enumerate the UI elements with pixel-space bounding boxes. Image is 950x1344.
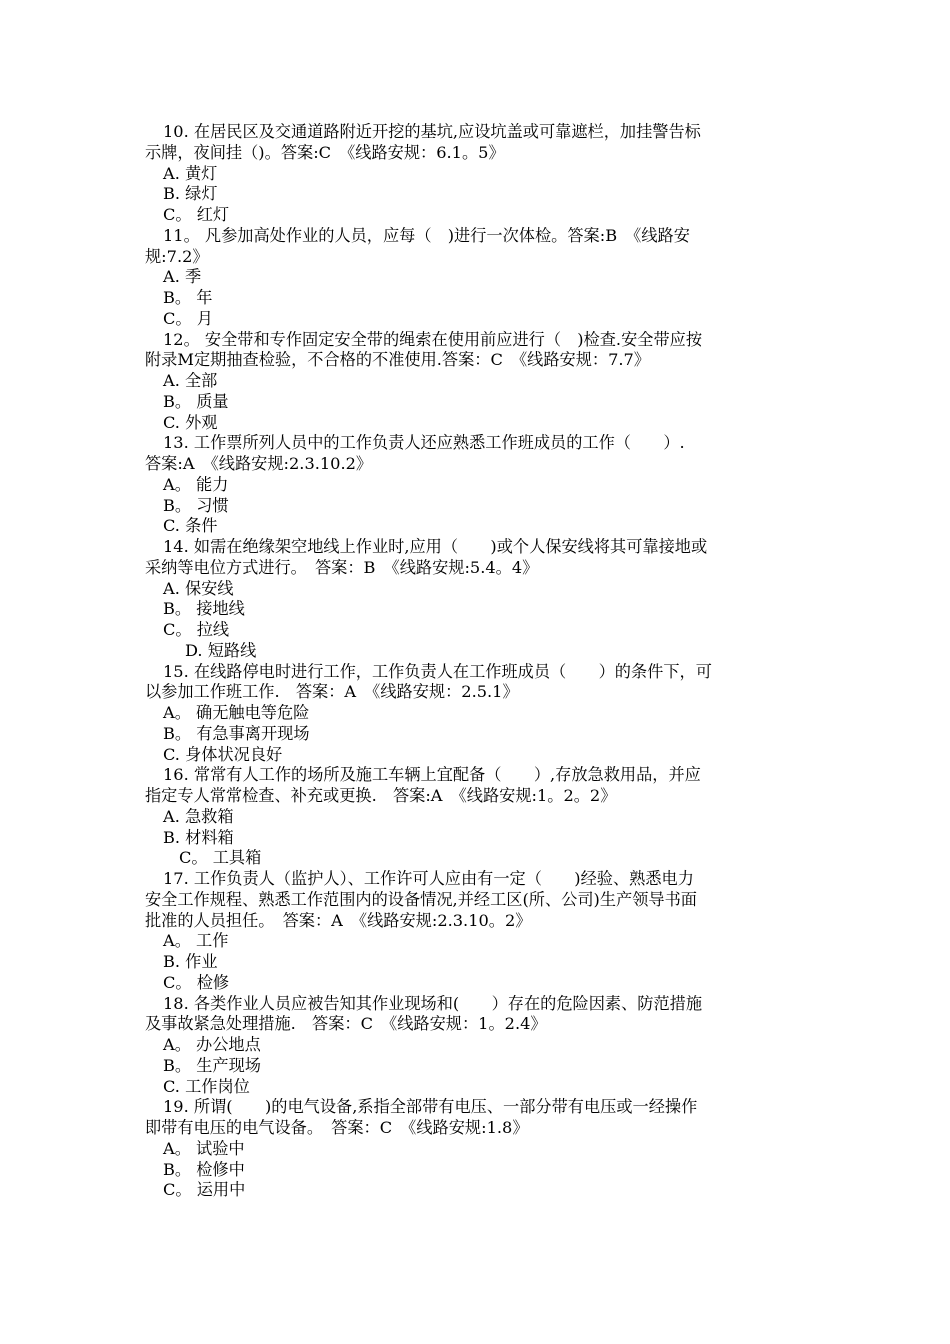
option: B. 绿灯 <box>163 184 218 204</box>
option: B。 生产现场 <box>163 1055 261 1075</box>
option: B。 质量 <box>163 391 229 411</box>
question-text: 10. 在居民区及交通道路附近开挖的基坑,应设坑盖或可靠遮栏，加挂警告标 <box>163 122 701 141</box>
option: B。 习惯 <box>163 495 229 515</box>
question-text: 14. 如需在绝缘架空地线上作业时,应用（ )或个人保安线将其可靠接地或 <box>163 537 708 556</box>
question-13 <box>145 433 810 537</box>
option: A。 工作 <box>163 931 229 951</box>
option: C。 红灯 <box>163 205 230 224</box>
option: B. 作业 <box>163 952 218 971</box>
option: C。 检修 <box>163 972 230 992</box>
question-text: 及事故紧急处理措施. 答案：C 《线路安规：1。2.4》 <box>145 1014 547 1034</box>
question-10 <box>145 122 810 226</box>
option: B。 检修中 <box>163 1159 245 1179</box>
option: B。 接地线 <box>163 599 245 619</box>
question-text: 以参加工作班工作. 答案：A 《线路安规：2.5.1》 <box>145 682 519 702</box>
question-text: 17. 工作负责人（监护人）、工作许可人应由有一定（ )经验、熟悉电力 <box>163 869 694 888</box>
question-15 <box>145 662 810 766</box>
question-text: 安全工作规程、熟悉工作范围内的设备情况,并经工区(所、公司)生产领导书面 <box>145 889 697 909</box>
option: A. 保安线 <box>163 578 234 598</box>
question-12 <box>145 330 810 434</box>
question-text: 批准的人员担任。 答案：A 《线路安规:2.3.10。2》 <box>145 910 532 930</box>
option: C. 工作岗位 <box>163 1076 250 1096</box>
question-16 <box>145 765 810 869</box>
option: B。 年 <box>163 288 213 307</box>
question-text: 即带有电压的电气设备。 答案：C 《线路安规:1.8》 <box>145 1118 529 1137</box>
question-18 <box>145 994 810 1098</box>
question-text: 采纳等电位方式进行。 答案：B 《线路安规:5.4。4》 <box>145 557 539 577</box>
question-17 <box>145 869 810 994</box>
option: B。 有急事离开现场 <box>163 723 310 743</box>
question-text: 19. 所谓( )的电气设备,系指全部带有电压、一部分带有电压或一经操作 <box>163 1097 698 1117</box>
option: A. 急救箱 <box>163 806 234 826</box>
option: A。 试验中 <box>163 1138 245 1158</box>
option: C。 工具箱 <box>179 848 262 868</box>
option: D. 短路线 <box>185 640 257 660</box>
question-text: 18. 各类作业人员应被告知其作业现场和( ）存在的危险因素、防范措施 <box>163 993 703 1013</box>
question-text: 16. 常常有人工作的场所及施工车辆上宜配备（ ）,存放急救用品，并应 <box>163 765 701 785</box>
option: A. 季 <box>163 267 202 287</box>
question-text: 附录M定期抽查检验，不合格的不准使用.答案：C 《线路安规：7.7》 <box>145 350 650 370</box>
question-text: 12。 安全带和专作固定安全带的绳索在使用前应进行（ )检查.安全带应按 <box>163 329 703 349</box>
question-text: 11。 凡参加高处作业的人员，应每（ )进行一次体检。答案:B 《线路安 <box>163 225 690 245</box>
option: C。 月 <box>163 308 213 328</box>
option: A。 办公地点 <box>163 1035 261 1054</box>
question-text: 示牌，夜间挂（)。答案:C 《线路安规：6.1。5》 <box>145 142 505 162</box>
option: A。 确无触电等危险 <box>163 703 310 722</box>
option: C。 运用中 <box>163 1180 246 1200</box>
question-19 <box>145 1097 810 1201</box>
option: C. 条件 <box>163 516 218 536</box>
question-text: 规:7.2》 <box>145 246 209 266</box>
option: C。 拉线 <box>163 620 230 639</box>
option: A. 全部 <box>163 371 218 390</box>
option: B. 材料箱 <box>163 827 234 847</box>
question-text: 答案:A 《线路安规:2.3.10.2》 <box>145 454 373 473</box>
question-text: 指定专人常常检查、补充或更换. 答案:A 《线路安规:1。2。2》 <box>145 786 617 805</box>
option: A. 黄灯 <box>163 163 218 183</box>
question-text: 15. 在线路停电时进行工作，工作负责人在工作班成员（ ）的条件下，可 <box>163 661 712 681</box>
option: C. 身体状况良好 <box>163 744 283 764</box>
question-14 <box>145 537 810 662</box>
option: C. 外观 <box>163 412 218 432</box>
question-11 <box>145 226 810 330</box>
option: A。 能力 <box>163 474 229 494</box>
question-text: 13. 工作票所列人员中的工作负责人还应熟悉工作班成员的工作（ ）. <box>163 433 685 453</box>
